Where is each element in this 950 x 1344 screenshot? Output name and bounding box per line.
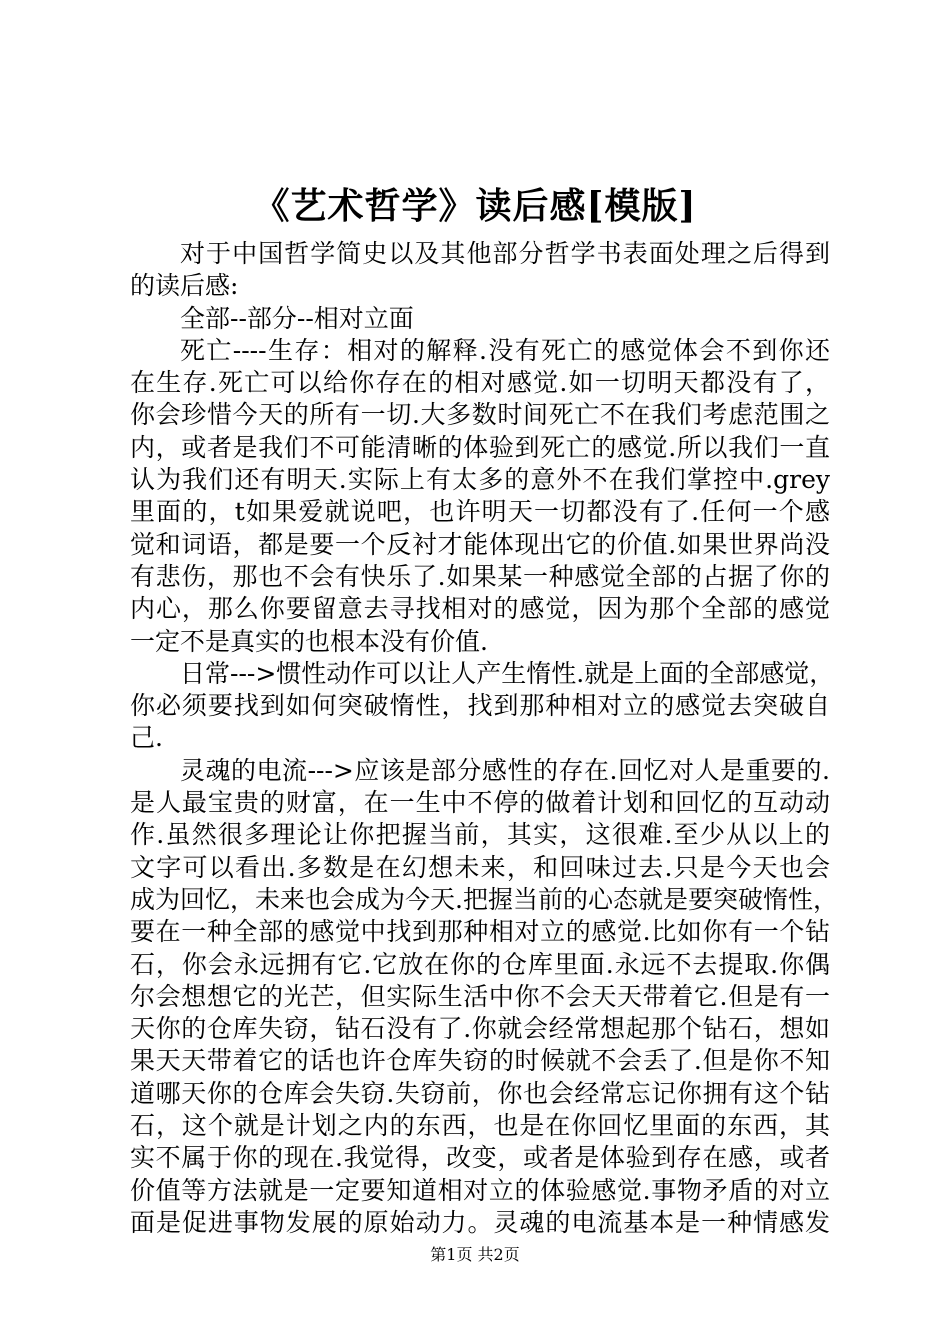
text-line: 石，这个就是计划之内的东西，也是在你回忆里面的东西，其 — [130, 1111, 830, 1141]
text-line: 有悲伤，那也不会有快乐了.如果某一种感觉全部的占据了你的 — [130, 561, 830, 591]
text-line: 死亡----生存：相对的解释.没有死亡的感觉体会不到你还 — [180, 335, 830, 365]
text-line: 对于中国哲学简史以及其他部分哲学书表面处理之后得到 — [180, 239, 830, 268]
text-line: 尔会想想它的光芒，但实际生活中你不会天天带着它.但是有一 — [130, 981, 830, 1011]
text-line: 的读后感: — [130, 271, 239, 301]
text-line: 要在一种全部的感觉中找到那种相对立的感觉.比如你有一个钻 — [130, 917, 830, 947]
text-line: 天你的仓库失窃，钻石没有了.你就会经常想起那个钻石，想如 — [130, 1014, 830, 1044]
text-line: 里面的，t如果爱就说吧，也许明天一切都没有了.任何一个感 — [130, 497, 830, 527]
text-line: 内，或者是我们不可能清晰的体验到死亡的感觉.所以我们一直 — [130, 432, 830, 462]
text-line: 文字可以看出.多数是在幻想未来，和回味过去.只是今天也会 — [130, 852, 830, 882]
text-line: 果天天带着它的话也许仓库失窃的时候就不会丢了.但是你不知 — [130, 1046, 830, 1076]
text-line: 认为我们还有明天.实际上有太多的意外不在我们掌控中.grey — [130, 465, 830, 495]
text-line: 觉和词语，都是要一个反衬才能体现出它的价值.如果世界尚没 — [130, 529, 830, 559]
text-line: 在生存.死亡可以给你存在的相对感觉.如一切明天都没有了， — [130, 368, 830, 398]
text-line: 实不属于你的现在.我觉得，改变，或者是体验到存在感，或者 — [130, 1143, 830, 1173]
text-line: 面是促进事物发展的原始动力。灵魂的电流基本是一种情感发 — [130, 1207, 830, 1237]
page-footer: 第1页 共2页 — [430, 1245, 520, 1264]
text-line: 作.虽然很多理论让你把握当前，其实，这很难.至少从以上的 — [130, 820, 830, 850]
text-line: 道哪天你的仓库会失窃.失窃前，你也会经常忘记你拥有这个钻 — [130, 1078, 830, 1108]
text-line: 全部--部分--相对立面 — [180, 303, 414, 333]
document-body — [130, 238, 838, 1239]
text-line: 日常--->惯性动作可以让人产生惰性.就是上面的全部感觉， — [180, 658, 835, 688]
text-line: 成为回忆，未来也会成为今天.把握当前的心态就是要突破惰性， — [130, 884, 838, 914]
text-line: 是人最宝贵的财富，在一生中不停的做着计划和回忆的互动动 — [130, 788, 830, 818]
text-line: 你必须要找到如何突破惰性，找到那种相对立的感觉去突破自 — [130, 691, 830, 721]
document-title: 《艺术哲学》读后感[模版] — [253, 185, 697, 227]
text-line: 己. — [130, 723, 163, 753]
text-line: 内心，那么你要留意去寻找相对的感觉，因为那个全部的感觉 — [130, 594, 830, 624]
text-line: 灵魂的电流--->应该是部分感性的存在.回忆对人是重要的. — [180, 755, 830, 785]
text-line: 石，你会永远拥有它.它放在你的仓库里面.永远不去提取.你偶 — [130, 949, 830, 979]
text-line: 价值等方法就是一定要知道相对立的体验感觉.事物矛盾的对立 — [130, 1175, 830, 1205]
text-line: 你会珍惜今天的所有一切.大多数时间死亡不在我们考虑范围之 — [130, 400, 830, 430]
text-line: 一定不是真实的也根本没有价值. — [130, 626, 488, 656]
